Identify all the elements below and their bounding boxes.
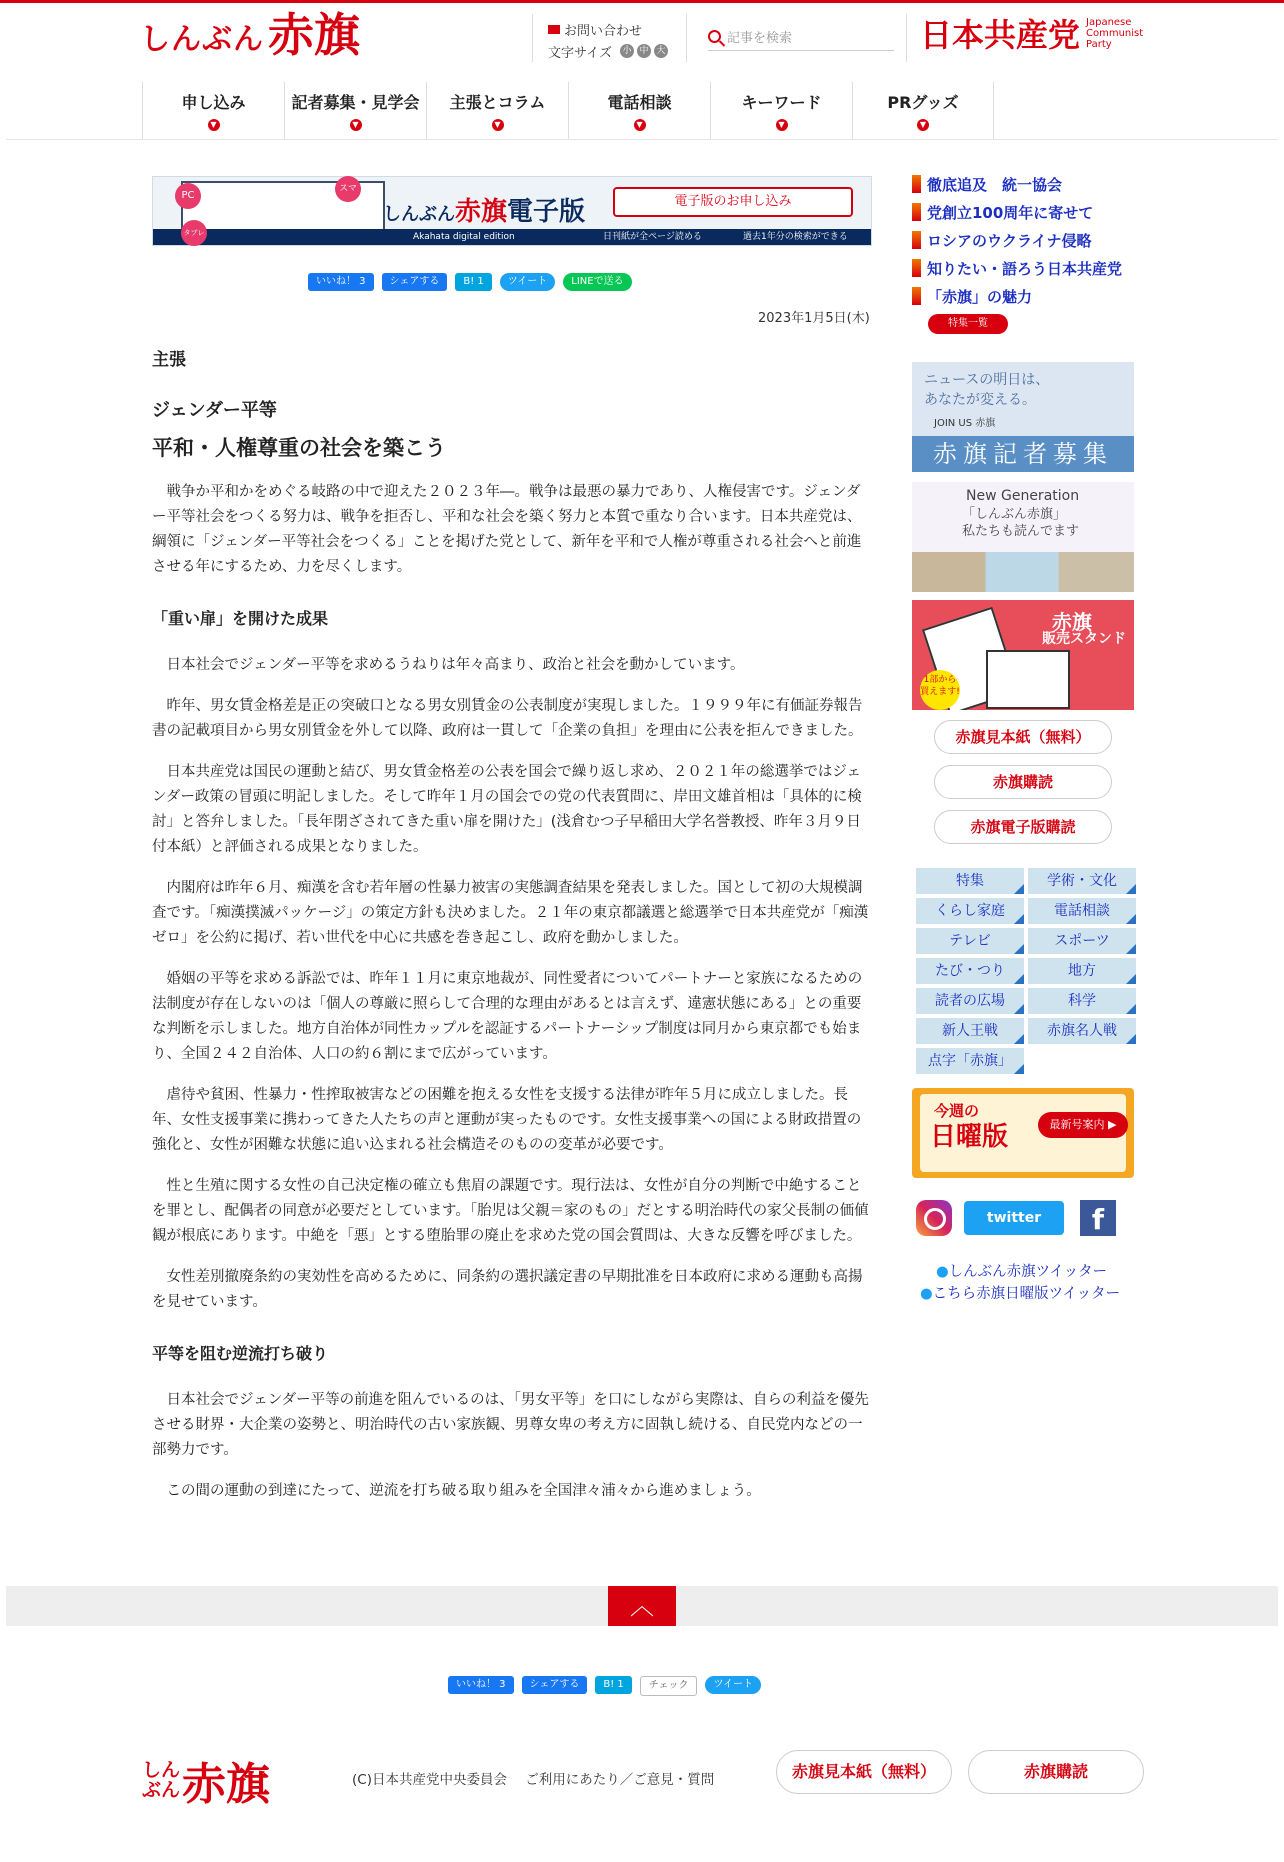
feature-links bbox=[912, 170, 1122, 310]
recruit-ad-copy bbox=[924, 370, 1049, 410]
article-paragraph: 戦争か平和かをめぐる岐路の中で迎えた２０２３年―。戦争は最悪の暴力であり、人権侵害です。ジェンダー平等社会をつくる努力は、戦争を拒否し、平和な社会を築く努力と本質で重なり合います。日本共産党は、綱領に「ジェンダー平等社会をつくる」ことを掲げた党として、新年を平和で人権が尊重される社会へと前進させる年にするため、力を尽くします。 bbox=[152, 484, 862, 575]
article-paragraph: 性と生殖に関する女性の自己決定権の確立も焦眉の課題です。現行法は、女性が自分の判断で中絶することを罪とし、配偶者の同意が必要だとしています。「胎児は父親＝家のもの」だとする明治時代の家父長制の価値観が根底にあります。中絶を「悪」とする堕胎罪の廃止を求めた党の国会質問は、大きな反響を呼びました。 bbox=[152, 1178, 869, 1244]
sunday-edition-small: 今週の bbox=[934, 1102, 980, 1120]
font-size-label: 文字サイズ bbox=[548, 45, 612, 61]
sunday-edition-banner[interactable] bbox=[912, 1088, 1134, 1178]
chevron-down-icon: ▼ bbox=[350, 119, 362, 131]
nav-divider bbox=[6, 139, 1278, 140]
recruit-ad-line: ニュースの明日は、 bbox=[924, 372, 1050, 388]
category-link[interactable]: 学術・文化 bbox=[1028, 868, 1136, 894]
category-link[interactable]: 科学 bbox=[1028, 988, 1136, 1014]
nav-label: PRグッズ bbox=[887, 93, 959, 112]
feature-link-label: 徹底追及 統一協会 bbox=[927, 175, 1063, 194]
banner-apply-button[interactable]: 電子版のお申し込み bbox=[613, 187, 853, 217]
twitter-link[interactable] bbox=[920, 1282, 1120, 1303]
header-divider bbox=[686, 14, 687, 62]
recruit-ad-join: JOIN US 赤旗 bbox=[934, 418, 996, 429]
article-kicker: 主張 bbox=[152, 350, 186, 370]
twitter-link-label: しんぶん赤旗ツイッター bbox=[948, 1264, 1108, 1280]
footer-copy bbox=[352, 1768, 714, 1788]
footer-logo-small: しんぶん bbox=[142, 1759, 181, 1801]
new-generation-ad-banner[interactable] bbox=[912, 482, 1134, 592]
stand-ad-badge: 1部から買えます! bbox=[920, 670, 960, 710]
article-date: 2023年1月5日(木) bbox=[758, 311, 870, 326]
bullet-icon: ● bbox=[920, 1286, 933, 1302]
mail-icon bbox=[548, 25, 560, 34]
header-divider bbox=[906, 14, 907, 62]
article-subtitle: ジェンダー平等 bbox=[152, 400, 277, 421]
facebook-icon[interactable]: f bbox=[1080, 1200, 1116, 1236]
category-link[interactable]: 特集 bbox=[916, 868, 1024, 894]
category-link[interactable]: 赤旗名人戦 bbox=[1028, 1018, 1136, 1044]
party-name: 日本共産党 bbox=[920, 16, 1081, 54]
banner-subtitle: Akahata digital edition bbox=[413, 232, 515, 242]
feature-link-label: 「赤旗」の魅力 bbox=[927, 287, 1033, 306]
bullet-icon: ● bbox=[936, 1264, 949, 1280]
article-paragraph: 婚姻の平等を求める訴訟では、昨年１１月に東京地裁が、同性愛者についてパートナーと家族になるための法制度が存在しないのは「個人の尊厳に照らして合理的な理由があるとは言えず、違憲状態にある」との重要な判断を示しました。地方自治体が同性カップルを認証するパートナーシップ制度は同月から東京都でも始まり、全国２４２自治体、人口の約６割にまで広がっています。 bbox=[152, 971, 863, 1062]
feature-link[interactable] bbox=[912, 226, 1122, 254]
chevron-down-icon: ▼ bbox=[208, 119, 220, 131]
search-box[interactable] bbox=[708, 22, 894, 51]
stand-ad-subtitle: 販売スタンド bbox=[1042, 631, 1126, 647]
new-generation-line: 「しんぶん赤旗」 bbox=[962, 507, 1067, 522]
hatena-bookmark-button[interactable]: B! 1 bbox=[595, 1676, 631, 1694]
contact-link[interactable] bbox=[548, 18, 668, 40]
font-size-control bbox=[548, 40, 668, 62]
chevron-down-icon: ▼ bbox=[492, 119, 504, 131]
category-link[interactable]: 地方 bbox=[1028, 958, 1136, 984]
nav-item-keyword[interactable] bbox=[710, 82, 852, 140]
banner-title-pre: しんぶん bbox=[383, 204, 455, 225]
twitter-link-label: こちら赤旗日曜版ツイッター bbox=[932, 1286, 1121, 1302]
nav-item-apply[interactable] bbox=[142, 82, 284, 140]
banner-footer bbox=[153, 229, 871, 245]
nav-label: キーワード bbox=[741, 93, 822, 112]
line-share-button[interactable]: LINEで送る bbox=[563, 273, 631, 291]
footer-logo[interactable] bbox=[142, 1748, 270, 1812]
bullet-bar bbox=[912, 231, 921, 249]
banner-title bbox=[383, 191, 585, 228]
party-en-line: Party bbox=[1086, 38, 1112, 50]
facebook-share-button[interactable]: シェアする bbox=[382, 273, 448, 291]
header-utilities bbox=[548, 18, 668, 62]
sample-paper-button[interactable]: 赤旗見本紙（無料） bbox=[934, 720, 1112, 754]
social-icons bbox=[916, 1200, 1116, 1236]
nav-item-phone[interactable] bbox=[568, 82, 710, 140]
banner-feature: 日刊紙が全ページ読める bbox=[603, 232, 702, 242]
feature-link-label: 党創立100周年に寄せて bbox=[927, 203, 1094, 222]
chevron-down-icon: ▼ bbox=[776, 119, 788, 131]
footer-links[interactable]: ご利用にあたり／ご意見・質問 bbox=[525, 1772, 715, 1788]
article-section-heading: 「重い扉」を開けた成果 bbox=[152, 609, 329, 628]
nav-label: 申し込み bbox=[181, 93, 246, 112]
footer-logo-big: 赤旗 bbox=[182, 1759, 270, 1810]
smartphone-badge: スマホ bbox=[335, 176, 361, 202]
article-paragraph: 昨年、男女賃金格差是正の突破口となる男女別賃金の公表制度が実現しました。１９９９年に有価証券報告書の記載項目から男女別賃金を外して以降、政府は一貫して「企業の負担」を理由に公表を拒んできました。 bbox=[152, 698, 863, 739]
font-size-large-button[interactable]: 大 bbox=[654, 44, 668, 58]
copyright: (C)日本共産党中央委員会 bbox=[352, 1772, 507, 1788]
bullet-bar bbox=[912, 287, 921, 305]
article-paragraph: 日本共産党は国民の運動と結び、男女賃金格差の公表を国会で繰り返し求め、２０２１年の総選挙ではジェンダー政策の冒頭に明記しました。そして昨年１月の国会での党の代表質問に、岸田文雄首相は「具体的に検討」と答弁しました。「長年閉ざされてきた重い扉を開けた」(浅倉むつ子早稲田大学名誉教授、昨年３月９日付本紙）と評価される成果となりました。 bbox=[152, 764, 862, 855]
footer-subscribe-button[interactable]: 赤旗購読 bbox=[968, 1750, 1144, 1794]
category-link[interactable]: たび・つり bbox=[916, 958, 1024, 984]
share-buttons-bottom bbox=[448, 1676, 761, 1696]
banner-title-post: 電子版 bbox=[507, 197, 586, 227]
feature-link[interactable] bbox=[912, 254, 1122, 282]
instagram-icon[interactable] bbox=[916, 1200, 952, 1236]
article-paragraph: この間の運動の到達にたって、逆流を打ち破る取り組みを全国津々浦々から進めましょう。 bbox=[166, 1483, 761, 1499]
font-size-small-button[interactable]: 小 bbox=[620, 44, 634, 58]
category-link[interactable]: 電話相談 bbox=[1028, 898, 1136, 924]
category-link[interactable]: 新人王戦 bbox=[916, 1018, 1024, 1044]
header-divider bbox=[532, 14, 533, 62]
chevron-down-icon: ▼ bbox=[917, 119, 929, 131]
article-paragraph: 女性差別撤廃条約の実効性を高めるために、同条約の選択議定書の早期批准を日本政府に求める運動も高揚を見せています。 bbox=[152, 1269, 863, 1310]
category-link[interactable]: 点字「赤旗」 bbox=[916, 1048, 1024, 1074]
category-grid bbox=[916, 868, 1136, 1074]
new-generation-title: New Generation bbox=[966, 488, 1080, 504]
digital-edition-banner[interactable] bbox=[152, 176, 872, 246]
new-generation-line: 私たちも読んでます bbox=[962, 524, 1080, 539]
banner-title-akahata: 赤旗 bbox=[455, 197, 508, 227]
recruit-ad-banner[interactable] bbox=[912, 362, 1134, 472]
pc-badge: PC bbox=[175, 183, 201, 209]
search-input[interactable]: 記事を検索 bbox=[727, 30, 793, 46]
digital-subscribe-button[interactable]: 赤旗電子版購読 bbox=[934, 810, 1112, 844]
recruit-ad-title: 赤旗記者募集 bbox=[912, 436, 1134, 472]
readers-photos bbox=[912, 552, 1134, 592]
search-icon[interactable] bbox=[708, 30, 721, 43]
new-generation-copy bbox=[962, 506, 1079, 540]
tweet-button[interactable]: ツイート bbox=[500, 273, 556, 291]
feature-link-label: ロシアのウクライナ侵略 bbox=[927, 231, 1092, 250]
article bbox=[152, 345, 872, 1520]
nav-item-recruit[interactable] bbox=[284, 82, 426, 140]
article-paragraph: 日本社会でジェンダー平等を求めるうねりは年々高まり、政治と社会を動かしています。 bbox=[166, 657, 745, 673]
tablet-badge: タブレット bbox=[181, 220, 207, 246]
article-section-heading: 平等を阻む逆流打ち破り bbox=[152, 1344, 329, 1363]
share-buttons-top bbox=[308, 273, 632, 291]
category-link[interactable]: くらし家庭 bbox=[916, 898, 1024, 924]
font-size-medium-button[interactable]: 中 bbox=[637, 44, 651, 58]
back-to-top-button[interactable]: ︿ bbox=[608, 1586, 676, 1626]
bullet-bar bbox=[912, 259, 921, 277]
facebook-share-button[interactable]: シェアする bbox=[522, 1676, 588, 1694]
nav-label: 電話相談 bbox=[607, 93, 672, 112]
bullet-bar bbox=[912, 203, 921, 221]
party-name-en bbox=[1086, 17, 1143, 50]
footer-sample-button[interactable]: 赤旗見本紙（無料） bbox=[776, 1750, 952, 1794]
nav-item-goods[interactable] bbox=[852, 82, 994, 140]
nav-item-opinion[interactable] bbox=[426, 82, 568, 140]
sunday-edition-title: 日曜版 bbox=[930, 1122, 1009, 1152]
twitter-link[interactable] bbox=[936, 1260, 1107, 1281]
facebook-like-button[interactable]: いいね！ 3 bbox=[448, 1676, 514, 1694]
stand-box-illustration bbox=[986, 650, 1070, 709]
twitter-follow-button[interactable]: twitter bbox=[964, 1201, 1064, 1235]
contact-label: お問い合わせ bbox=[564, 23, 643, 39]
subscribe-button[interactable]: 赤旗購読 bbox=[934, 765, 1112, 799]
feature-link[interactable] bbox=[912, 198, 1122, 226]
party-en-line: Japanese bbox=[1086, 16, 1132, 28]
feature-link-label: 知りたい・語ろう日本共産党 bbox=[927, 259, 1123, 278]
category-link[interactable]: 読者の広場 bbox=[916, 988, 1024, 1014]
top-accent-line bbox=[0, 0, 1284, 3]
article-headline: 平和・人権尊重の社会を築こう bbox=[152, 436, 446, 460]
site-logo[interactable] bbox=[140, 8, 360, 62]
banner-feature: 過去1年分の検索ができる bbox=[743, 232, 848, 242]
logo-small-text: しんぶん bbox=[140, 22, 264, 57]
tweet-button[interactable]: ツイート bbox=[705, 1676, 761, 1694]
party-en-line: Communist bbox=[1086, 27, 1144, 39]
article-paragraph: 虐待や貧困、性暴力・性搾取被害などの困難を抱える女性を支援する法律が昨年５月に成立しました。長年、女性支援事業に携わってきた人たちの声と運動が実ったものです。女性支援事業への国による財政措置の強化と、女性が困難な状態に追い込まれる社会構造そのものの変革が必要です。 bbox=[152, 1087, 862, 1153]
nav-label: 記者募集・見学会 bbox=[291, 93, 420, 112]
mixi-check-button[interactable]: チェック bbox=[640, 1676, 698, 1696]
logo-big-text: 赤旗 bbox=[268, 8, 360, 62]
nav-label: 主張とコラム bbox=[449, 93, 546, 112]
feature-list-button[interactable]: 特集一覧 bbox=[928, 314, 1008, 334]
feature-link[interactable] bbox=[912, 170, 1122, 198]
chevron-down-icon: ▼ bbox=[634, 119, 646, 131]
recruit-ad-line: あなたが変える。 bbox=[924, 392, 1036, 408]
category-link[interactable]: テレビ bbox=[916, 928, 1024, 954]
bullet-bar bbox=[912, 175, 921, 193]
sales-stand-ad-banner[interactable] bbox=[912, 600, 1134, 710]
latest-issue-button[interactable]: 最新号案内 ▶ bbox=[1038, 1112, 1128, 1138]
feature-link[interactable] bbox=[912, 282, 1122, 310]
hatena-bookmark-button[interactable]: B! 1 bbox=[455, 273, 491, 291]
stand-ad-title: 赤旗 bbox=[1052, 610, 1092, 634]
jcp-logo[interactable] bbox=[920, 10, 1143, 56]
article-paragraph: 内閣府は昨年６月、痴漢を含む若年層の性暴力被害の実態調査結果を発表しました。国として初の大規模調査です。「痴漢撲滅パッケージ」の策定方針も決めました。２１年の東京都議選と総選挙で日本共産党が「痴漢ゼロ」を公約に掲げ、若い世代を中心に共感を巻き起こし、政府を動かしました。 bbox=[152, 880, 869, 946]
facebook-like-button[interactable]: いいね！ 3 bbox=[308, 273, 374, 291]
article-paragraph: 日本社会でジェンダー平等の前進を阻んでいるのは、「男女平等」を口にしながら実際は、自らの利益を優先させる財界・大企業の姿勢と、明治時代の古い家族観、男尊女卑の考え方に固執し続ける、自民党内などの一部勢力です。 bbox=[152, 1392, 869, 1458]
main-nav bbox=[142, 82, 994, 140]
category-link[interactable]: スポーツ bbox=[1028, 928, 1136, 954]
